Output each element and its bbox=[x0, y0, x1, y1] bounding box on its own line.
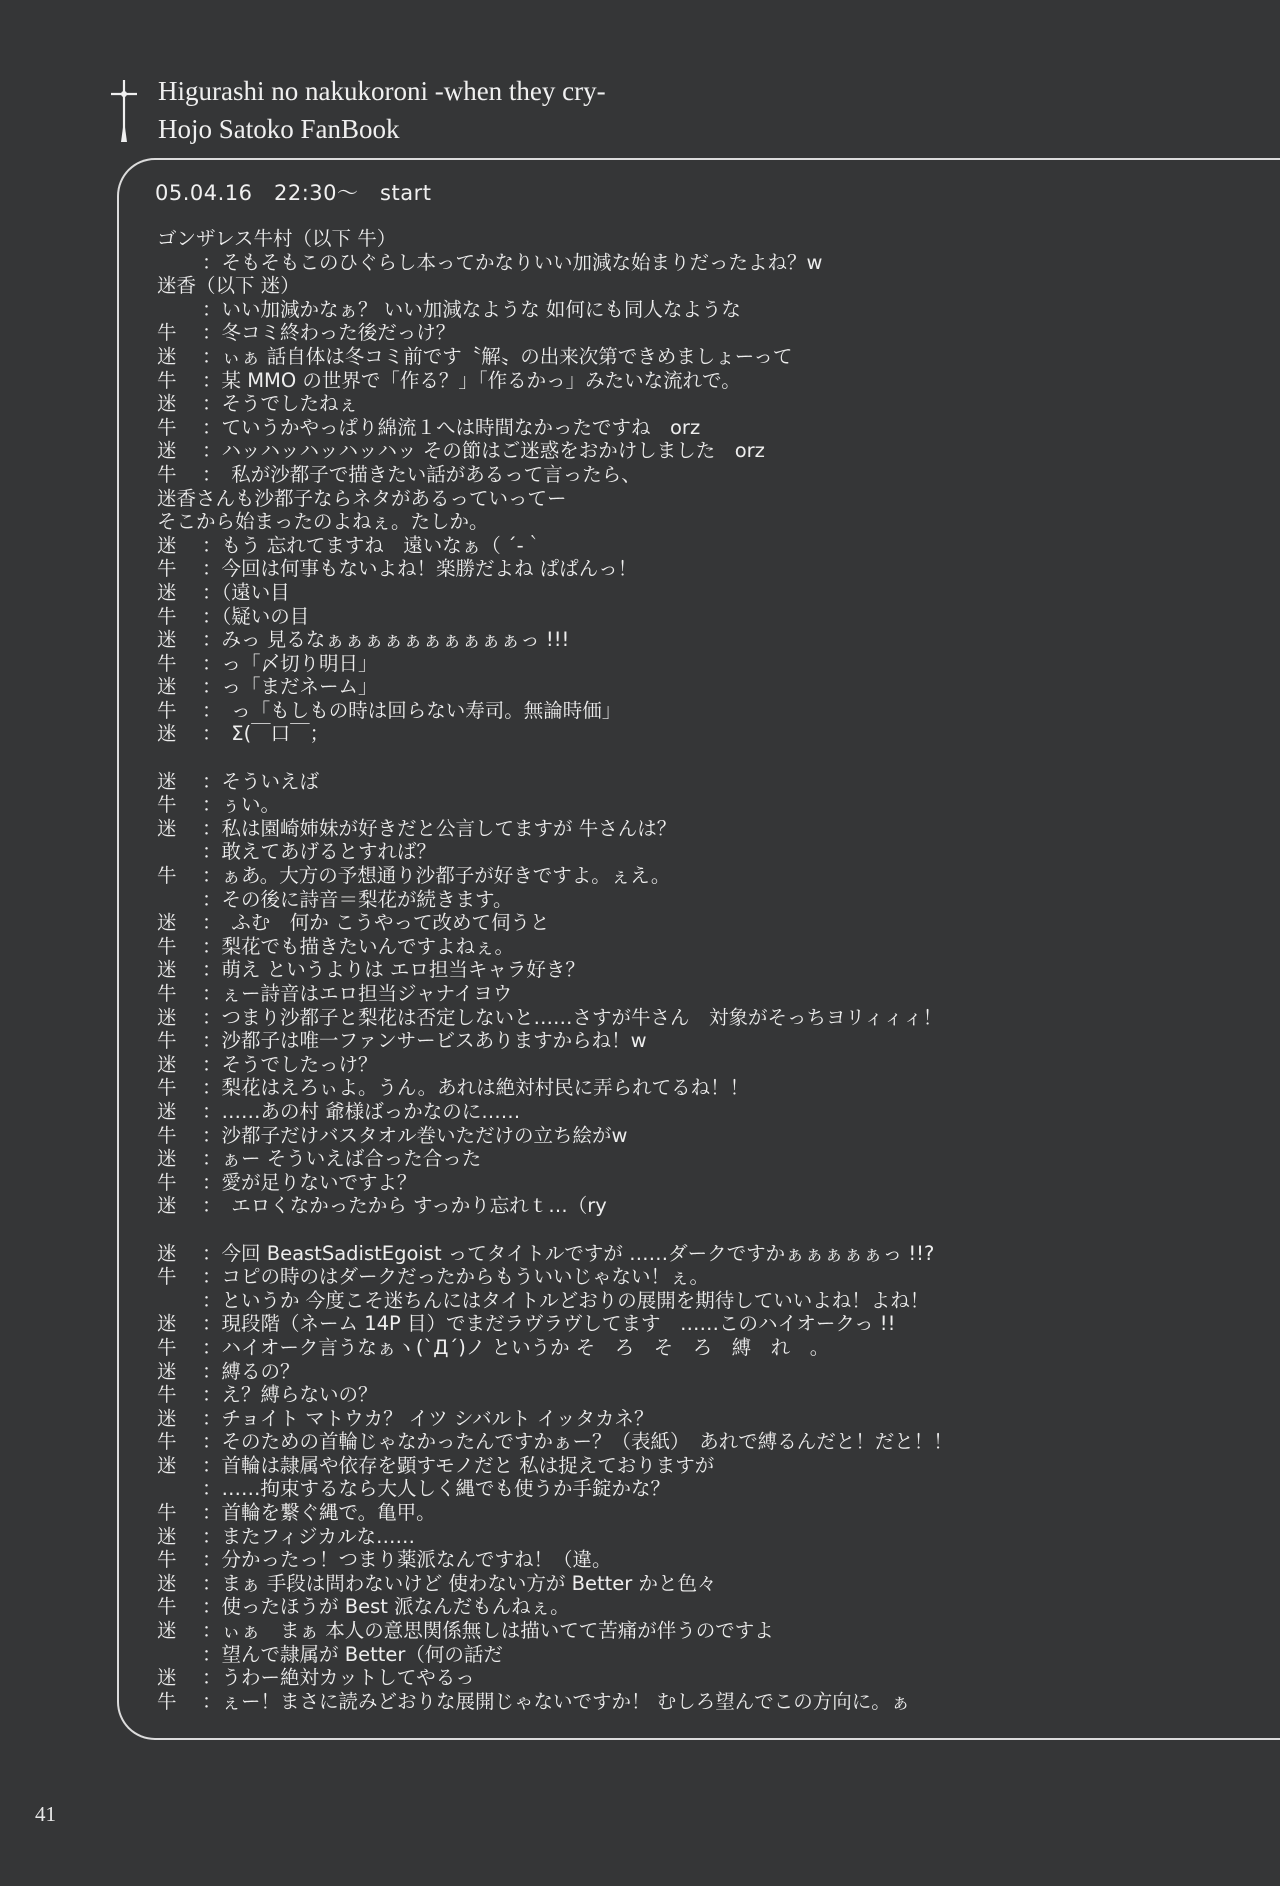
speaker: 牛 bbox=[157, 557, 177, 581]
speaker: 牛 bbox=[157, 321, 177, 345]
chat-line bbox=[157, 581, 1257, 605]
chat-text: ：というか 今度こそ迷ちんにはタイトルどおりの展開を期待していいよね！よね！ bbox=[202, 1288, 930, 1312]
chat-line bbox=[157, 652, 1257, 676]
speaker: 牛 bbox=[157, 982, 177, 1005]
chat-line bbox=[157, 1242, 1257, 1266]
chat-line bbox=[157, 1147, 1257, 1171]
chat-line bbox=[157, 628, 1257, 652]
chat-line bbox=[157, 1053, 1257, 1077]
chat-text: ：使ったほうが Best 派なんだもんねぇ。 bbox=[202, 1595, 570, 1619]
chat-line bbox=[157, 251, 1257, 275]
chat-text: ：ぃぁ まぁ 本人の意思関係無しは描いてて苦痛が伴うのですよ bbox=[202, 1619, 774, 1643]
chat-text: ：今回 BeastSadistEgoist ってタイトルですが ……ダークですかぁぁぁぁぁっ !!? bbox=[202, 1241, 935, 1265]
chat-line bbox=[157, 1666, 1257, 1690]
chat-line bbox=[157, 1407, 1257, 1431]
chat-text: ：うわー絶対カットしてやるっ bbox=[202, 1666, 475, 1690]
chat-text: ：その後に詩音＝梨花が続きます。 bbox=[202, 887, 513, 911]
speaker: 迷 bbox=[157, 769, 177, 793]
header-series-title: Higurashi no nakukoroni -when they cry- bbox=[158, 76, 606, 106]
chat-line bbox=[157, 1076, 1257, 1100]
chat-text: ：みっ 見るなぁぁぁぁぁぁぁぁぁぁっ !!! bbox=[202, 628, 570, 652]
speaker: 迷 bbox=[157, 1241, 177, 1265]
chat-text: ゴンザレス牛村（以下 牛） bbox=[157, 227, 397, 250]
chat-text: ：チョイト マトウカ？ イツ シバルト イッタカネ？ bbox=[202, 1406, 654, 1430]
chat-line bbox=[157, 1619, 1257, 1643]
chat-line bbox=[157, 392, 1257, 416]
speaker: 牛 bbox=[157, 1430, 177, 1454]
speaker: 牛 bbox=[157, 651, 177, 675]
chat-line bbox=[157, 534, 1257, 558]
speaker: 牛 bbox=[157, 934, 177, 958]
chat-line bbox=[157, 982, 1257, 1006]
book-header bbox=[158, 72, 606, 148]
speaker: 迷 bbox=[157, 1619, 177, 1643]
chat-text: ：ぇー！まさに読みどおりな展開じゃないですか！ むしろ望んでこの方向に。ぁ bbox=[202, 1689, 911, 1713]
chat-text: 迷香さんも沙都子ならネタがあるっていってー bbox=[157, 486, 567, 510]
chat-line bbox=[157, 1690, 1257, 1714]
chat-line bbox=[157, 298, 1257, 322]
chat-text: ：沙都子だけバスタオル巻いただけの立ち絵がw bbox=[202, 1123, 628, 1147]
chat-line bbox=[157, 487, 1257, 511]
speaker: 牛 bbox=[157, 1265, 177, 1289]
speaker: 迷 bbox=[157, 1052, 177, 1076]
speaker: 牛 bbox=[157, 1689, 177, 1713]
chat-line bbox=[157, 699, 1257, 723]
speaker: 牛 bbox=[157, 1383, 177, 1407]
page-number: 41 bbox=[35, 1802, 56, 1826]
speaker: 迷 bbox=[157, 1406, 177, 1430]
chat-line bbox=[157, 1572, 1257, 1596]
chat-line bbox=[157, 1430, 1257, 1454]
chat-text: ： Σ(￣口￣； bbox=[202, 722, 330, 746]
chat-text: ：縛るの？ bbox=[202, 1359, 300, 1383]
chat-text: ：萌え というよりは エロ担当キャラ好き？ bbox=[202, 958, 585, 982]
speaker: 迷 bbox=[157, 1524, 177, 1548]
chat-line bbox=[157, 935, 1257, 959]
chat-text: ：ぇー詩音はエロ担当ジャナイヨウ bbox=[202, 982, 513, 1005]
chat-text: ：え？縛らないの？ bbox=[202, 1383, 378, 1407]
chat-text: ：現段階（ネーム 14P 目）でまだラヴラヴしてます ……このハイオークっ !! bbox=[202, 1312, 896, 1336]
chat-text: ： っ「もしもの時は回らない寿司。無論時価」 bbox=[202, 698, 622, 722]
speaker: 迷 bbox=[157, 628, 177, 652]
chat-line bbox=[157, 1336, 1257, 1360]
speaker: 牛 bbox=[157, 1123, 177, 1147]
chat-line bbox=[157, 369, 1257, 393]
chat-text: ：望んで隷属が Better（何の話だ bbox=[202, 1642, 503, 1666]
chat-line bbox=[157, 1454, 1257, 1478]
speaker: 迷 bbox=[157, 392, 177, 416]
chat-text: ：（遠い目 bbox=[202, 580, 290, 604]
chat-line bbox=[157, 1643, 1257, 1667]
speaker: 牛 bbox=[157, 698, 177, 722]
chat-line bbox=[157, 1194, 1257, 1218]
chat-text: ：そうでしたっけ？ bbox=[202, 1052, 378, 1076]
chat-line bbox=[157, 1171, 1257, 1195]
chat-text: ：ハッハッハッハッハッ その節はご迷惑をおかけしました orz bbox=[202, 439, 765, 463]
chat-text: ：梨花でも描きたいんですよねぇ。 bbox=[202, 934, 515, 958]
chat-line bbox=[157, 864, 1257, 888]
speaker: 迷 bbox=[157, 580, 177, 604]
speaker: 牛 bbox=[157, 793, 177, 817]
cross-icon bbox=[110, 80, 138, 142]
chat-text: ： エロくなかったから すっかり忘れｔ…（ry bbox=[202, 1194, 607, 1218]
chat-text: ：っ「まだネーム」 bbox=[202, 675, 378, 699]
chat-line bbox=[157, 817, 1257, 841]
chat-text: ： ふむ 何か こうやって改めて伺うと bbox=[202, 911, 550, 935]
chat-line bbox=[157, 722, 1257, 746]
speaker: 迷 bbox=[157, 533, 177, 557]
chat-text: ：梨花はえろぃよ。うん。あれは絶対村民に弄られてるね！！ bbox=[202, 1076, 750, 1100]
chat-text: ：分かったっ！つまり薬派なんですね！（違。 bbox=[202, 1548, 612, 1572]
speaker: 迷 bbox=[157, 1571, 177, 1595]
speaker: 牛 bbox=[157, 368, 177, 392]
chat-text: ：つまり沙都子と梨花は否定しないと……さすが牛さん 対象がそっちヨリィィィ！ bbox=[202, 1005, 943, 1029]
chat-line bbox=[157, 675, 1257, 699]
chat-text: 迷香（以下 迷） bbox=[157, 274, 300, 298]
chat-text: ：ぁあ。大方の予想通り沙都子が好きですよ。ぇえ。 bbox=[202, 864, 671, 888]
speaker: 迷 bbox=[157, 1666, 177, 1690]
speaker: 迷 bbox=[157, 1147, 177, 1171]
speaker: 牛 bbox=[157, 864, 177, 888]
speaker: 牛 bbox=[157, 1501, 177, 1525]
chat-text: ：またフィジカルな…… bbox=[202, 1524, 415, 1548]
chat-text: ：ぃぁ 話自体は冬コミ前です〝解〟の出来次第できめましょーって bbox=[202, 344, 793, 368]
chat-line bbox=[157, 911, 1257, 935]
speaker: 迷 bbox=[157, 439, 177, 463]
chat-line bbox=[157, 321, 1257, 345]
speaker: 迷 bbox=[157, 1359, 177, 1383]
speaker: 牛 bbox=[157, 415, 177, 439]
chat-line bbox=[157, 1595, 1257, 1619]
speaker: 牛 bbox=[157, 1170, 177, 1194]
chat-text: ：私は園崎姉妹が好きだと公言してますが 牛さんは？ bbox=[202, 816, 677, 840]
chat-text: ：ていうかやっぱり綿流１へは時間なかったですね orz bbox=[202, 415, 701, 439]
chat-line bbox=[157, 274, 1257, 298]
chat-text: ：いい加減かなぁ？ いい加減なような 如何にも同人なような bbox=[202, 297, 741, 321]
transcript-gap bbox=[157, 1218, 1257, 1242]
chat-text: ：ハイオーク言うなぁヽ(`Д´)ノ というか そ ろ そ ろ 縛 れ 。 bbox=[202, 1335, 830, 1359]
chat-text: ：沙都子は唯一ファンサービスありますからね！w bbox=[202, 1029, 647, 1053]
speaker: 迷 bbox=[157, 675, 177, 699]
chat-line bbox=[157, 1501, 1257, 1525]
chat-text: ：ぅい。 bbox=[202, 793, 281, 817]
chat-text: ：そういえば bbox=[202, 769, 320, 793]
chat-text: ：もう 忘れてますね 遠いなぁ（ ´-｀ bbox=[202, 533, 544, 557]
chat-line bbox=[157, 557, 1257, 581]
chat-line bbox=[157, 416, 1257, 440]
chat-text: ：まぁ 手段は問わないけど 使わない方が Better かと色々 bbox=[202, 1571, 717, 1595]
chat-line bbox=[157, 227, 1257, 251]
chat-line bbox=[157, 1289, 1257, 1313]
header-book-title: Hojo Satoko FanBook bbox=[158, 114, 400, 144]
chat-line bbox=[157, 439, 1257, 463]
chat-line bbox=[157, 1312, 1257, 1336]
speaker: 牛 bbox=[157, 1076, 177, 1100]
chat-line bbox=[157, 345, 1257, 369]
chat-line bbox=[157, 1029, 1257, 1053]
speaker: 迷 bbox=[157, 816, 177, 840]
chat-line bbox=[157, 510, 1257, 534]
chat-line bbox=[157, 1360, 1257, 1384]
chat-text: ：（疑いの目 bbox=[202, 604, 310, 628]
chat-line bbox=[157, 840, 1257, 864]
speaker: 迷 bbox=[157, 1099, 177, 1123]
chat-text: ：っ「〆切り明日」 bbox=[202, 651, 378, 675]
chat-line bbox=[157, 1006, 1257, 1030]
chat-text: ：そもそもこのひぐらし本ってかなりいい加減な始まりだったよね？w bbox=[202, 250, 823, 274]
chat-line bbox=[157, 888, 1257, 912]
chat-text: ：今回は何事もないよね！楽勝だよね ぱぱんっ！ bbox=[202, 557, 638, 581]
chat-line bbox=[157, 1265, 1257, 1289]
chat-text: ：敢えてあげるとすれば？ bbox=[202, 840, 437, 864]
chat-text: ： 私が沙都子で描きたい話があるって言ったら、 bbox=[202, 462, 641, 486]
chat-line bbox=[157, 1525, 1257, 1549]
chat-line bbox=[157, 958, 1257, 982]
chat-text: ：コピの時のはダークだったからもういいじゃない！ぇ。 bbox=[202, 1265, 710, 1289]
chat-text: ：某 MMO の世界で「作る？」「作るかっ」みたいな流れで。 bbox=[202, 368, 741, 392]
transcript-gap bbox=[157, 746, 1257, 770]
chat-text: ：首輪は隷属や依存を顕すモノだと 私は捉えておりますが bbox=[202, 1453, 715, 1477]
chat-line bbox=[157, 1477, 1257, 1501]
chat-text: ：……拘束するなら大人しく縄でも使うか手錠かな？ bbox=[202, 1477, 671, 1501]
chat-text: ：そうでしたねぇ bbox=[202, 392, 359, 416]
speaker: 牛 bbox=[157, 1029, 177, 1053]
speaker: 牛 bbox=[157, 1335, 177, 1359]
speaker: 迷 bbox=[157, 1005, 177, 1029]
speaker: 迷 bbox=[157, 1194, 177, 1218]
speaker: 迷 bbox=[157, 1453, 177, 1477]
chat-line bbox=[157, 605, 1257, 629]
chat-text: ：愛が足りないですよ？ bbox=[202, 1170, 417, 1194]
speaker: 迷 bbox=[157, 344, 177, 368]
chat-line bbox=[157, 793, 1257, 817]
chat-line bbox=[157, 1548, 1257, 1572]
speaker: 迷 bbox=[157, 722, 177, 746]
chat-text: ：首輪を繋ぐ縄で。亀甲。 bbox=[202, 1501, 436, 1525]
chat-text: ：冬コミ終わった後だっけ？ bbox=[202, 321, 456, 345]
speaker: 牛 bbox=[157, 1548, 177, 1572]
speaker: 迷 bbox=[157, 958, 177, 982]
chat-text: ：……あの村 爺様ばっかなのに…… bbox=[202, 1099, 521, 1123]
chat-line bbox=[157, 1100, 1257, 1124]
speaker: 牛 bbox=[157, 604, 177, 628]
session-timestamp: 05.04.16 22:30～ start bbox=[155, 181, 432, 205]
speaker: 牛 bbox=[157, 462, 177, 486]
chat-text: ：ぁー そういえば合った合った bbox=[202, 1147, 482, 1171]
chat-line bbox=[157, 1383, 1257, 1407]
speaker: 迷 bbox=[157, 911, 177, 935]
speaker: 牛 bbox=[157, 1595, 177, 1619]
chat-transcript bbox=[157, 227, 1257, 1713]
chat-text: そこから始まったのよねぇ。たしか。 bbox=[157, 510, 489, 534]
chat-text: ：そのための首輪じゃなかったんですかぁー？（表紙） あれで縛るんだと！だと！！ bbox=[202, 1430, 953, 1454]
chat-line bbox=[157, 1124, 1257, 1148]
chat-line bbox=[157, 463, 1257, 487]
speaker: 迷 bbox=[157, 1312, 177, 1336]
chat-line bbox=[157, 770, 1257, 794]
